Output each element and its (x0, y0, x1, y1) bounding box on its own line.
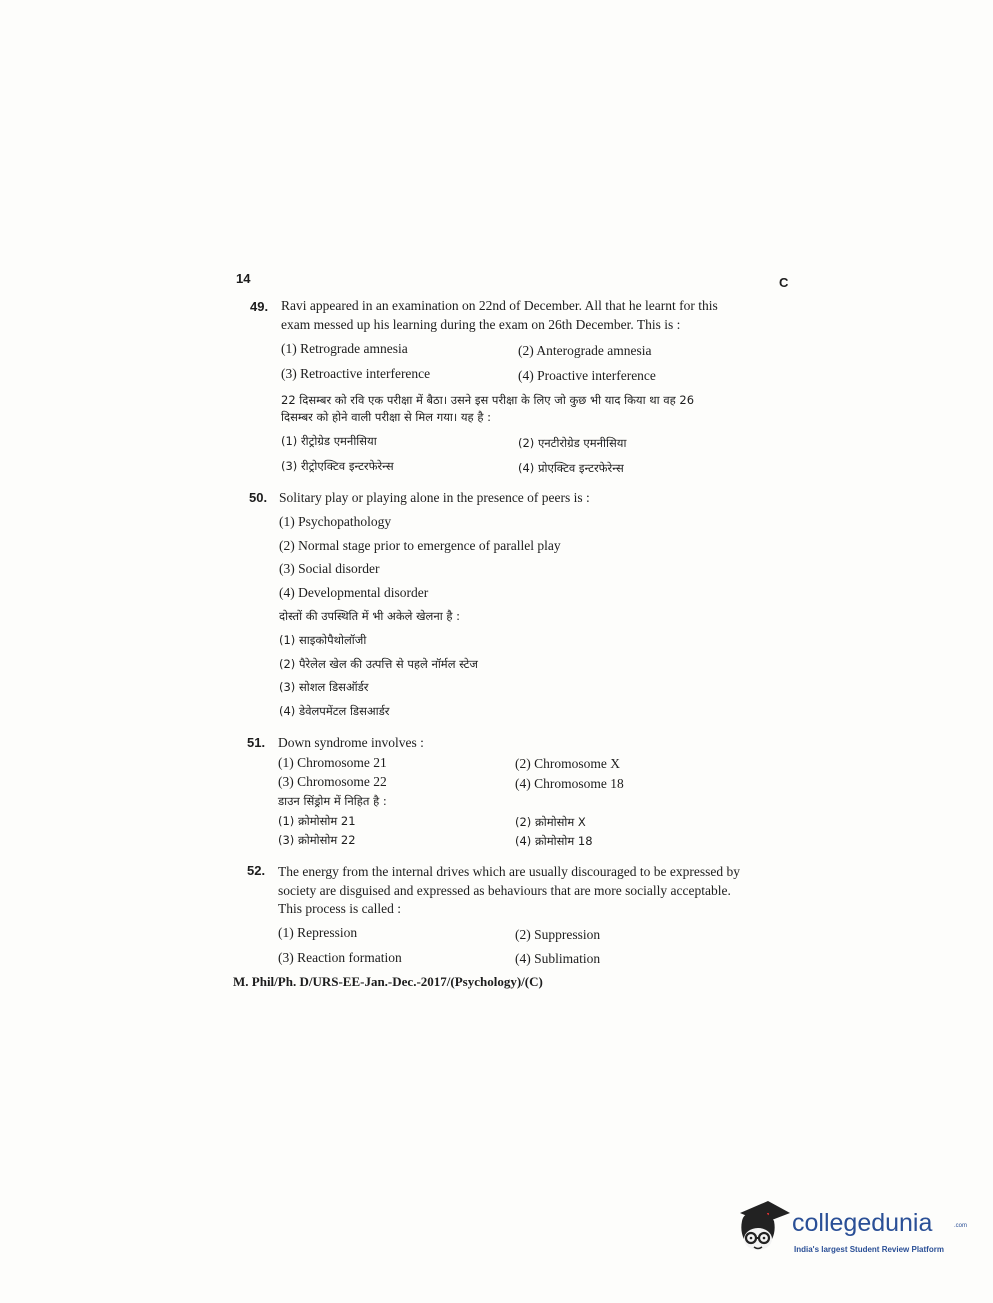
option-2: (2) Anterograde amnesia (518, 343, 652, 358)
page-number: 14 (236, 271, 251, 286)
option-4: (4) Proactive interference (518, 368, 656, 383)
option-2: (2) Suppression (515, 927, 601, 942)
hindi-option-1: (1) साइकोपैथोलॉजी (279, 633, 367, 647)
question-text-line: This process is called : (278, 901, 401, 916)
brand-suffix: .com (954, 1223, 968, 1229)
hindi-option-2: (2) पैरेलेल खेल की उत्पत्ति से पहले नॉर्मल स्टेज (279, 657, 478, 671)
option-3: (3) Chromosome 22 (278, 774, 387, 789)
question-number: 50. (249, 490, 268, 505)
hindi-option-1: (1) रीट्रोग्रेड एमनीसिया (281, 434, 377, 448)
question-number: 49. (250, 299, 269, 314)
hindi-option-3: (3) सोशल डिसऑर्डर (279, 680, 369, 694)
option-2: (2) Normal stage prior to emergence of parallel play (279, 538, 561, 553)
option-2: (2) Chromosome X (515, 756, 620, 771)
option-1: (1) Psychopathology (279, 514, 392, 529)
question-text-line: society are disguised and expressed as behaviours that are more socially acceptable. (278, 883, 731, 898)
question-text-line: exam messed up his learning during the exam on 26th December. This is : (281, 317, 681, 332)
hindi-text-line: दोस्तों की उपस्थिति में भी अकेले खेलना है : (279, 609, 460, 623)
hindi-option-2: (2) क्रोमोसोम X (515, 815, 586, 829)
option-1: (1) Repression (278, 925, 358, 940)
option-4: (4) Chromosome 18 (515, 776, 624, 791)
question-text-line: Down syndrome involves : (278, 735, 424, 750)
hindi-text-line: डाउन सिंड्रोम में निहित है : (278, 794, 387, 808)
option-3: (3) Reaction formation (278, 950, 402, 965)
hindi-option-4: (4) क्रोमोसोम 18 (515, 834, 593, 848)
option-4: (4) Sublimation (515, 951, 601, 966)
paper-code-footer: M. Phil/Ph. D/URS-EE-Jan.-Dec.-2017/(Psychology)/(C) (233, 974, 543, 989)
option-1: (1) Chromosome 21 (278, 755, 387, 770)
question-number: 51. (247, 735, 266, 750)
hindi-option-2: (2) एनटीरोग्रेड एमनीसिया (518, 436, 627, 450)
hindi-option-3: (3) क्रोमोसोम 22 (278, 833, 356, 847)
set-code: C (779, 275, 789, 290)
brand-tagline: India's largest Student Review Platform (794, 1245, 944, 1254)
question-text-line: Solitary play or playing alone in the presence of peers is : (279, 490, 590, 505)
mascot-icon (734, 1195, 792, 1263)
hindi-option-4: (4) प्रोएक्टिव इन्टरफेरेन्स (518, 461, 624, 475)
hindi-option-1: (1) क्रोमोसोम 21 (278, 814, 356, 828)
brand-name: collegedunia (792, 1209, 933, 1237)
hindi-option-3: (3) रीट्रोएक्टिव इन्टरफेरेन्स (281, 459, 394, 473)
hindi-text-line: 22 दिसम्बर को रवि एक परीक्षा में बैठा। उसने इस परीक्षा के लिए जो कुछ भी याद किया था वह 26 (281, 393, 695, 407)
hindi-option-4: (4) डेवेलपमेंटल डिसआर्डर (279, 704, 390, 718)
question-text-line: The energy from the internal drives which are usually discouraged to be expressed by (278, 864, 740, 879)
option-3: (3) Retroactive interference (281, 366, 431, 381)
collegedunia-logo (734, 1195, 968, 1270)
question-number: 52. (247, 863, 266, 878)
hindi-text-line: दिसम्बर को होने वाली परीक्षा से मिल गया। यह है : (281, 410, 491, 424)
question-text-line: Ravi appeared in an examination on 22nd of December. All that he learnt for this (281, 298, 718, 313)
option-4: (4) Developmental disorder (279, 585, 429, 600)
option-3: (3) Social disorder (279, 561, 380, 576)
option-1: (1) Retrograde amnesia (281, 341, 408, 356)
